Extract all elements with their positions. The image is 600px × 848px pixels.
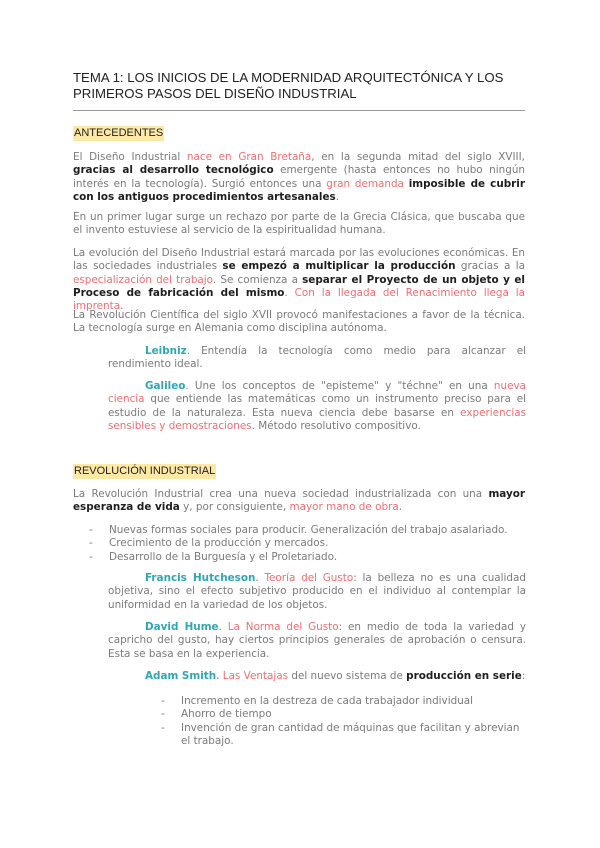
paragraph-evolucion: La evolución del Diseño Industrial estará marcada por las evoluciones económicas. En las sociedades industriales se empezó a multiplicar la producción gracias a la especialización del trabajo. Se comienza a separar el Proyecto de un objeto y el Proceso de fabricación del mismo. Con la llegada del Renacimiento llega la imprenta. [73, 247, 525, 313]
page-title: TEMA 1: LOS INICIOS DE LA MODERNIDAD ARQUITECTÓNICA Y LOS PRIMEROS PASOS DEL DISEÑO INDUSTRIAL [73, 70, 504, 101]
section-heading-antecedentes: ANTECEDENTES [74, 127, 164, 139]
section-heading-revolucion-industrial: REVOLUCIÓN INDUSTRIAL [74, 465, 216, 477]
paragraph-revolucion-cientifica: La Revolución Científica del siglo XVII provocó manifestaciones a favor de la técnica. La tecnología surge en Alemania como disciplina autónoma. [73, 309, 525, 335]
list-item: - Desarrollo de la Burguesía y el Proletariado. [89, 551, 529, 564]
paragraph-leibniz: Leibniz. Entendía la tecnología como medio para alcanzar el rendimiento ideal. [108, 345, 526, 371]
paragraph-galileo: Galileo. Une los conceptos de "episteme" y "téchne" en una nueva ciencia que entiende las matemáticas como un instrumento preciso para el estudio de la naturaleza. Esta nueva ciencia debe basarse en experiencias sensibles y demostraciones. Método resolutivo compositivo. [108, 380, 526, 432]
paragraph-grecia: En un primer lugar surge un rechazo por parte de la Grecia Clásica, que buscaba que el invento estuviese al servicio de la espiritualidad humana. [73, 211, 525, 237]
list-item: - Invención de gran cantidad de máquinas que facilitan y abrevian el trabajo. [161, 722, 527, 749]
bullet-list-consecuencias [89, 524, 529, 564]
bullet-list-ventajas [161, 695, 527, 748]
list-item: - Nuevas formas sociales para producir. Generalización del trabajo asalariado. [89, 524, 529, 537]
paragraph-hume: David Hume. La Norma del Gusto: en medio de toda la variedad y capricho del gusto, hay ciertos principios generales de aprobación o censura. Esta se basa en la experiencia. [108, 621, 527, 660]
paragraph-revolucion-industrial: La Revolución Industrial crea una nueva sociedad industrializada con una mayor esperanza de vida y, por consiguiente, mayor mano de obra. [73, 488, 525, 514]
list-item: - Ahorro de tiempo [161, 708, 527, 721]
paragraph-origen: El Diseño Industrial nace en Gran Bretaña, en la segunda mitad del siglo XVIII, gracias al desarrollo tecnológico emergente (hasta entonces no hubo ningún interés en la tecnología). Surgió entonces una gran demanda imposible de cubrir con los antiguos procedimientos artesanales. [73, 151, 525, 203]
list-item: - Incremento en la destreza de cada trabajador individual [161, 695, 527, 708]
list-item: - Crecimiento de la producción y mercados. [89, 537, 529, 550]
paragraph-smith: Adam Smith. Las Ventajas del nuevo sistema de producción en serie: [145, 670, 526, 682]
paragraph-hutcheson: Francis Hutcheson. Teoría del Gusto: la belleza no es una cualidad objetiva, sino el efecto subjetivo producido en el individuo al contemplar la uniformidad en la variedad de los objetos. [108, 572, 526, 611]
title-divider [73, 110, 525, 111]
